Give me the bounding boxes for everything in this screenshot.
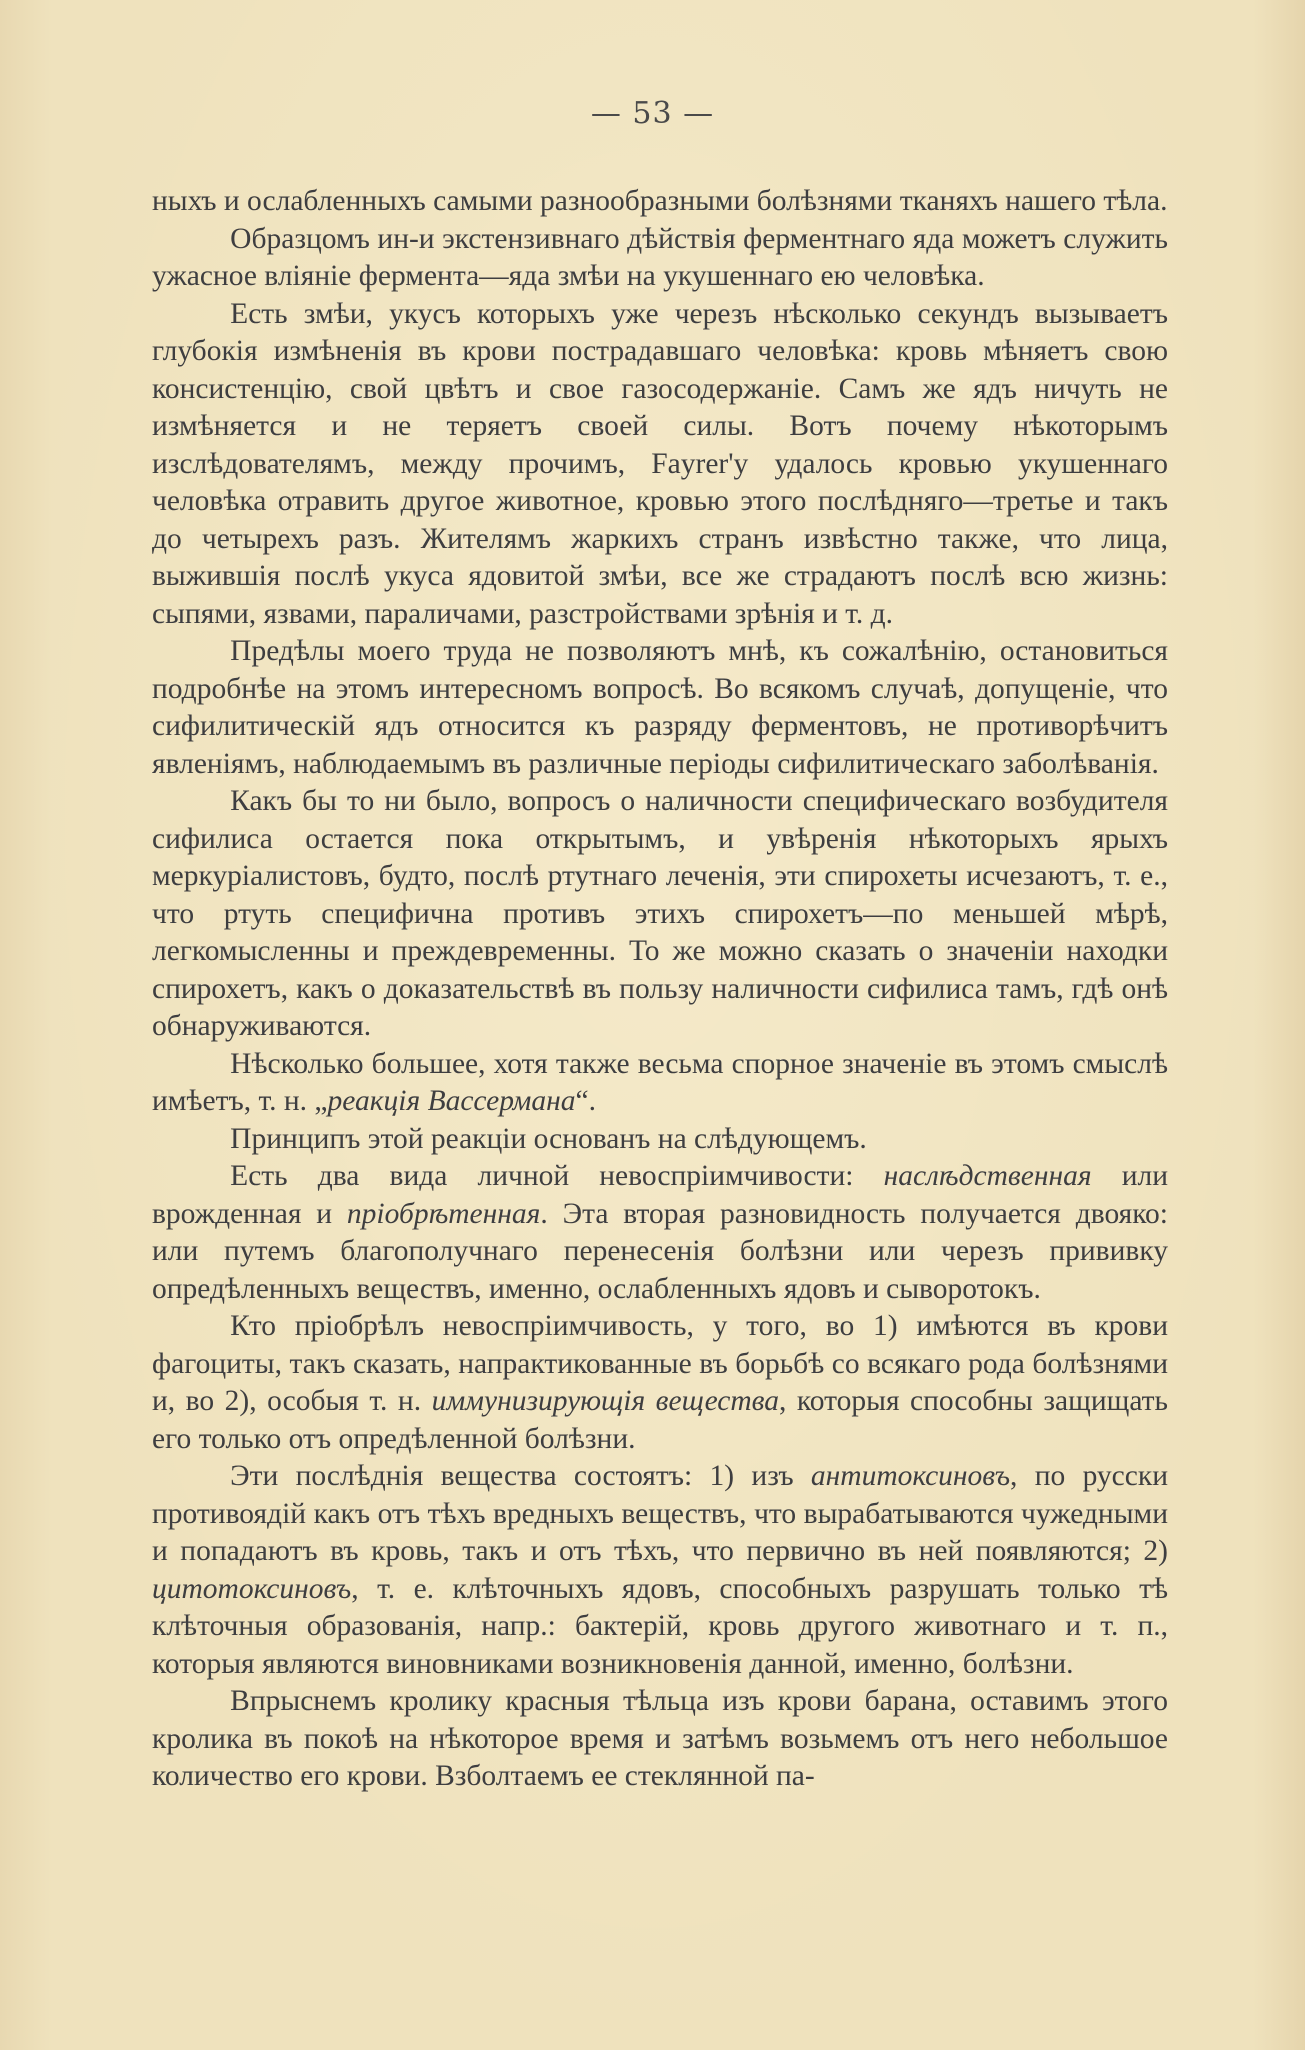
text-run: Нѣсколько большее, хотя также весьма спорное значеніе въ этомъ смыслѣ имѣетъ, т. н. „ <box>152 1047 1168 1117</box>
text-run: Эти послѣднія вещества состоятъ: 1) изъ <box>230 1460 811 1492</box>
italic-term: наслѣдственная <box>883 1160 1092 1192</box>
paragraph <box>152 783 1168 1046</box>
text-run: или врожденная и <box>152 1160 1168 1230</box>
paragraph <box>152 296 1168 634</box>
text-run: Какъ бы то ни было, вопросъ о наличности специфическаго возбудителя сифилиса остается пока открытымъ, и увѣренія нѣкоторыхъ ярыхъ меркуріалистовъ, будто, послѣ ртутнаго леченія, эти спирохеты исчезаютъ, т. е., что ртуть специфична противъ этихъ спирохетъ—по меньшей мѣрѣ, легкомысленны и преждевременны. То же можно сказать о значеніи находки спирохетъ, какъ о доказательствѣ въ пользу наличности сифилиса тамъ, гдѣ онѣ обнаруживаются. <box>152 785 1168 1042</box>
text-run: “. <box>575 1085 596 1117</box>
paragraph <box>152 633 1168 783</box>
text-run: , т. е. клѣточныхъ ядовъ, способныхъ разрушать только тѣ клѣточныя образованія, напр.: бактерій, кровь другого животнаго и т. п., которыя являются виновниками возникновенія данной, именно, болѣзни. <box>152 1572 1168 1680</box>
text-run: Образцомъ ин-и экстензивнаго дѣйствія ферментнаго яда можетъ служить ужасное вліяніе фермента—яда змѣи на укушеннаго ею человѣка. <box>152 222 1168 292</box>
italic-term: реакція Вассермана <box>327 1085 576 1117</box>
page-number: — 53 — <box>590 96 715 131</box>
text-run: Принципъ этой реакціи основанъ на слѣдующемъ. <box>230 1122 867 1155</box>
paragraph <box>152 1308 1168 1458</box>
paragraph <box>152 1121 1168 1159</box>
paragraph <box>152 221 1168 296</box>
italic-term: цитотоксиновъ <box>152 1572 352 1605</box>
text-run: Кто пріобрѣлъ невоспріимчивость, у того, во 1) имѣются въ крови фагоциты, такъ сказать, напрактикованные въ борьбѣ со всякаго рода болѣзнями и, во 2), особыя т. н. <box>152 1310 1168 1417</box>
paragraph <box>152 1158 1168 1308</box>
text-run: Есть змѣи, укусъ которыхъ уже черезъ нѣсколько секундъ вызываетъ глубокія измѣненія въ крови пострадавшаго человѣка: кровь мѣняетъ свою консистенцію, свой цвѣтъ и свое газосодержаніе. Самъ же ядъ ничуть не измѣняется и не теряетъ своей силы. Вотъ почему нѣкоторымъ изслѣдователямъ, между прочимъ, Fayrer'у удалось кровью укушеннаго человѣка отравить другое животное, кровью этого послѣдняго—третье и такъ до четырехъ разъ. Жителямъ жаркихъ странъ извѣстно также, что лица, выжившія послѣ укуса ядовитой змѣи, все же страдаютъ послѣ всю жизнь: сыпями, язвами, параличами, разстройствами зрѣнія и т. д. <box>152 297 1168 630</box>
italic-term: пріобрѣтенная <box>346 1197 541 1230</box>
italic-term: антитоксиновъ <box>810 1460 1011 1492</box>
text-run: Впрыснемъ кролику красныя тѣльца изъ крови барана, оставимъ этого кролика въ покоѣ на нѣкоторое время и затѣмъ возьмемъ отъ него небольшое количество его крови. Взболтаемъ ее стеклянной па- <box>152 1685 1168 1792</box>
paragraph <box>152 1458 1168 1683</box>
body-text <box>152 183 1168 1796</box>
text-run: , по русски противоядій какъ отъ тѣхъ вредныхъ веществъ, что вырабатываются чужедными и попадаютъ въ кровь, такъ и отъ тѣхъ, что первично въ ней появляются; 2) <box>152 1460 1168 1567</box>
italic-term: иммунизирующія вещества <box>431 1385 780 1417</box>
text-run: , которыя способны защищать его только отъ опредѣленной болѣзни. <box>152 1385 1169 1455</box>
text-run: Есть два вида личной невоспріимчивости: <box>230 1160 884 1192</box>
paragraph <box>152 1046 1168 1121</box>
paragraph <box>152 183 1168 221</box>
text-run: ныхъ и ослабленныхъ самыми разнообразными болѣзнями тканяхъ нашего тѣла. <box>152 185 1168 217</box>
text-run: Предѣлы моего труда не позволяютъ мнѣ, къ сожалѣнію, остановиться подробнѣе на этомъ интересномъ вопросѣ. Во всякомъ случаѣ, допущеніе, что сифилитическій ядъ относится къ разряду ферментовъ, не противорѣчитъ явленіямъ, наблюдаемымъ въ различные періоды сифилитическаго заболѣванія. <box>152 635 1168 780</box>
paragraph <box>152 1683 1168 1796</box>
text-run: . Эта вторая разновидность получается двояко: или путемъ благополучнаго перенесенія болѣзни или черезъ прививку опредѣленныхъ веществъ, именно, ослабленныхъ ядовъ и сыворотокъ. <box>152 1197 1169 1305</box>
